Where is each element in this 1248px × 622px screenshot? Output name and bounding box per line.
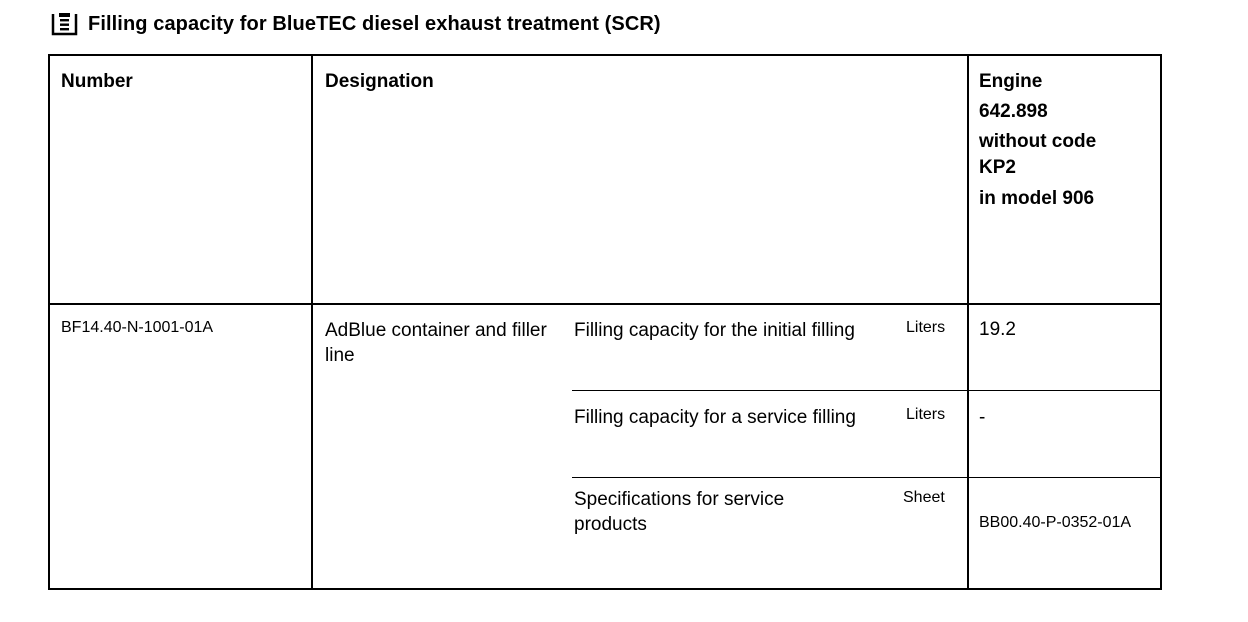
row-divider bbox=[572, 390, 1160, 391]
section-title: Filling capacity for BlueTEC diesel exhaust treatment (SCR) bbox=[88, 12, 661, 35]
designation-text: AdBlue container and filler line bbox=[325, 320, 547, 366]
engine-model: in model 906 bbox=[979, 188, 1095, 209]
engine-label: Engine bbox=[979, 71, 1043, 92]
row-description: Specifications for service products bbox=[574, 489, 785, 535]
column-divider-engine bbox=[967, 56, 969, 588]
engine-number: 642.898 bbox=[979, 101, 1048, 122]
header-number: Number bbox=[61, 71, 133, 92]
row-value: 19.2 bbox=[979, 319, 1016, 340]
row-value: - bbox=[979, 407, 986, 428]
filling-capacity-document-icon bbox=[50, 11, 80, 37]
document-number: BF14.40-N-1001-01A bbox=[61, 319, 214, 336]
row-description: Filling capacity for a service filling bbox=[574, 407, 856, 428]
engine-code: KP2 bbox=[979, 157, 1016, 178]
row-description: Filling capacity for the initial filling bbox=[574, 320, 855, 341]
row-unit: Liters bbox=[906, 406, 946, 423]
engine-code-condition: without code bbox=[979, 131, 1097, 152]
header-engine bbox=[979, 67, 1159, 214]
row-value: BB00.40-P-0352-01A bbox=[979, 514, 1132, 531]
row-unit: Liters bbox=[906, 319, 946, 336]
filling-capacity-table bbox=[48, 54, 1162, 590]
column-divider-number bbox=[311, 56, 313, 588]
section-heading bbox=[50, 8, 661, 40]
row-divider bbox=[572, 477, 1160, 478]
row-unit: Sheet bbox=[903, 489, 945, 506]
header-designation: Designation bbox=[325, 71, 434, 92]
header-divider bbox=[50, 303, 1160, 305]
